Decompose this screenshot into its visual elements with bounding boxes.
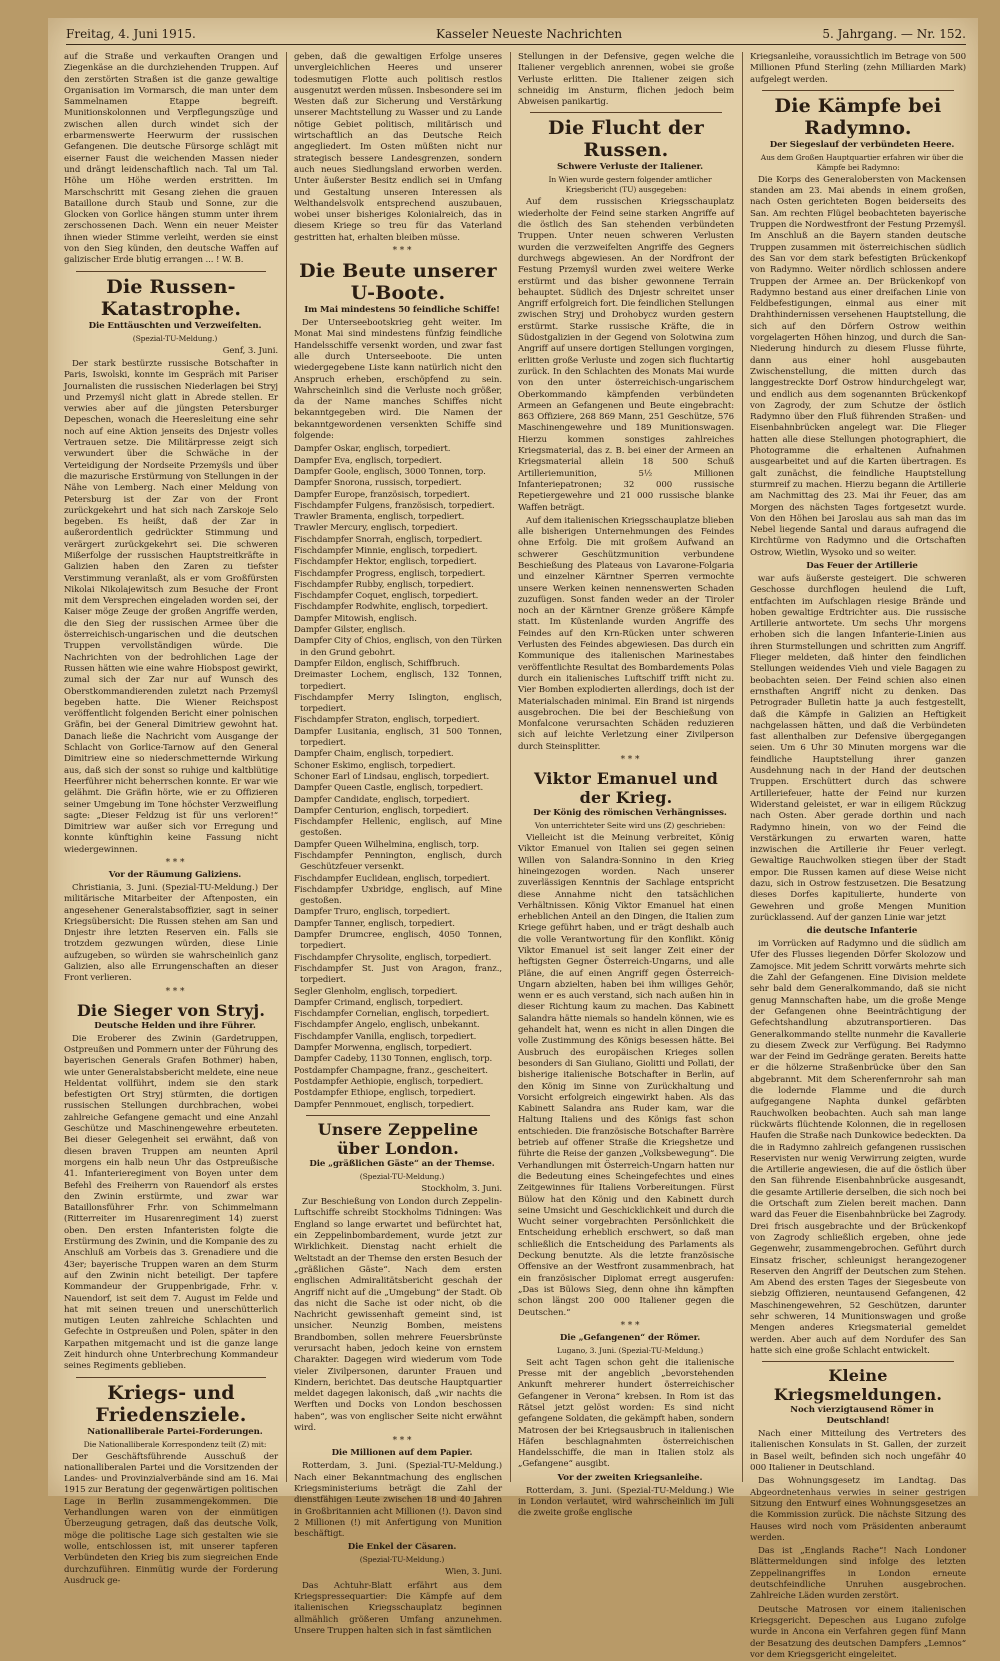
subheadline: Deutsche Helden und ihre Führer.: [94, 1020, 256, 1031]
article-text: auf die Straße und verkauften Orangen und Ziegenkäse an die durchziehenden Truppen. Auf den zerstörten Straßen ist die ganze gewaltige Organisation im Vormarsch, die man unter dem Sammelnamen Etappe begreift. Munitionskolonnen und Verpflegungszüge und zwischen allen durch windet sich der erbarmenswerte Heerwurm der russischen Gefangenen. Die deutsche Fürsorge schlägt mit eiserner Faust die weichenden Massen nieder und drängt leidenschaftlich nach. Tal um Tal. Höhe um Höhe werden erstritten. Im Marschschritt mit Gesang ziehen die grauen Bataillone durch Staub und Sonne, zur die Glocken von Gorlice hängen stumm unter ihrem zerschossenen Dach. Wenn ein neuer Meister ihnen wieder Stimme verleiht, werden sie einst von den Sieg künden, den deutsche Waffen auf galizischer Erde blutig errangen ... ! W. B.: [64, 52, 278, 266]
ship-list-item: Postdampfer Ethiope, englisch, torpediert.: [294, 1088, 476, 1099]
dateline: Lugano, 3. Juni. (Spezial-TU-Meldung.): [556, 1345, 704, 1355]
ship-list-item: Dampfer Crimand, englisch, torpediert.: [294, 997, 463, 1008]
article-text: Der stark bestürzte russische Botschafter in Paris, Iswolski, konnte im Gespräch mit Pariser Journalisten die russischen Niederlagen bei Stryj und Przemyśl nicht glatt in Abrede stellen. Er verwies aber auf die jüngsten Petersburger Depeschen, wonach die Heeresleitung eine sehr noch auf eine Aktion jenseits des Dnjestr volles Vertrauen setze. Die Militärpresse zeigt sich verwundert über die Schwäche in der Verteidigung der Nordseite Przemyśls und über die mazurische Erstürmung von Stellungen in der Nähe von Lemberg. Nach einer Meldung von Petersburg ist der Zar von der Front zurückgekehrt und hat sich nach Zarskoje Selo begeben. Es heißt, daß der Zar in außerordentlich gedrückter Stimmung und verärgert zurückgekehrt sei. Die schweren Mißerfolge der russischen Hauptstreitkräfte in Galizien haben den Zaren zu tiefster Verstimmung veranlaßt, als er vom Großfürsten Nikolai Nikolajewitsch zum Besuche der Front mit dem Versprechen eingeladen worden sei, der Kaiser möge Zeuge der großen Angriffe werden, die den Sieg der russischen Armee über die österreichisch-ungarischen und die deutschen Truppen vervollständigen würde. Die Nachrichten von der bedrohlichen Lage der Russen hätten wie eine wahre Hiobspost gewirkt, zumal sich der Zar nur auf Wunsch des Oberstkommandierenden zuletzt nach Przemyśl begeben hatte. Die Wiener Reichspost veröffentlicht folgenden Bericht einer polnischen Gräfin, bei der General Dimitriew gewohnt hat. Danach ließe die Nachricht vom Ausgange der Schlacht von Gorlice-Tarnow auf den General Dimitriew eine so niederschmetternde Wirkung aus, daß sich der sonst so ruhige und kaltblütige Heerführer nicht beherrschen konnte. Er war wie gelähmt. Die Gräfin hörte, wie er zu Offizieren seiner Umgebung im Tone höchster Verzweiflung sagte: „Dieser Feldzug ist für uns verloren!“ Dimitriew war außer sich vor Erregung und konnte künftighin keine Fassung nicht wiedergewinnen.: [64, 358, 278, 855]
ship-list-item: Segler Glenholm, englisch, torpediert.: [294, 986, 458, 997]
ship-list-item: Dampfer Europe, französisch, torpediert.: [294, 489, 470, 500]
headline-kaempfe-bei-radymno: Die Kämpfe bei Radymno.: [774, 94, 942, 139]
ship-list-item: Dampfer Queen Castle, englisch, torpediert.: [294, 783, 484, 794]
headline-kriegs-und-friedensziele: Kriegs- und Friedensziele.: [95, 1381, 247, 1426]
ship-list: [294, 444, 502, 1111]
ship-list-item: Fischdampfer Hektor, englisch, torpediert.: [294, 557, 477, 568]
headline-enkel-der-caesaren: Die Enkel der Cäsaren.: [347, 1542, 457, 1553]
article-text: Stellungen in der Defensive, gegen welche die Italiener vergeblich anrennen, wobei sie große Verluste erlitten. Die Italiener zeigen sich schneidig im Ansturm, flichen jedoch beim Abweisen panikartig.: [518, 52, 734, 108]
ship-list-item: Dampfer Pennmouet, englisch, torpediert.: [294, 1099, 474, 1110]
agency-line: Aus dem Großen Hauptquartier erfahren wir über die Kämpfe bei Radymno:: [760, 152, 964, 172]
separator: * * *: [392, 246, 412, 257]
newspaper-title: Kasseler Neueste Nachrichten: [436, 27, 623, 41]
separator: * * *: [165, 986, 185, 997]
divider: [76, 271, 266, 272]
dateline: Genf, 3. Juni.: [222, 345, 278, 356]
ship-list-item: Dampfer Chaim, englisch, torpediert.: [294, 749, 454, 760]
ship-list-item: Dampfer Candidate, englisch, torpediert.: [294, 794, 470, 805]
article-text: Das ist „Englands Rache“! Nach Londoner Blättermeldungen sind infolge des letzten Zeppelinangriffes in London erneute deutschfeindliche Unruhen ausgebrochen. Zahlreiche Läden wurden zerstört.: [750, 1546, 966, 1602]
article-text: im Vorrücken auf Radymno und die südlich am Ufer des Flusses liegenden Dörfer Skolozow und Zamojsce. Mit jedem Schritt vorwärts mehrte sich die Zahl der Gefangenen. Eine Division meldete sehr bald dem Generalkommando, daß sie nicht genug Mannschaften habe, um die große Menge der Gefangenen ohne Beeinträchtigung der Gefechtshandlung abzutransportieren. Das Generalkommando stellte nunmehr die Kavallerie zu diesem Zweck zur Verfügung. Bei Radymno war der Feind im Gedränge geraten. Bereits hatte er die hölzerne Straßenbrücke über den San abgebrannt. Mit dem Scherenfernrohr sah man die lodernde Flamme und die durch aufgegangene Naphta dunkel gefärbten Rauchwolken beobachten. Auch sah man lange rückwärts flüchtende Kolonnen, die in regellosen Haufen die Straße nach Dunkowice bedeckten. Da die in Radymno zahlreich gefangenen russischen Reservisten nur wenig Verwirrung zeigten, wurde die Artillerie angewiesen, die auf die östlich über den San führende Eisenbahnbrücke ausgesandt, die gesamte Artillerie derselben, die sich noch bei die Ortschaft zum Zielen bereit machen. Dann ward das Feuer die Eisenbahnbrücke bei Zagrody. Drei frisch ausgebrachte und der Brückenkopf von Zagrody schließlich ergeben, ohne jede Gegenwehr, zusammengebrochen. Geführt durch Einsatz frischer, schleunigst herangezogener Reserven den Angriff der Deutschen zum Stehen. Am Abend des ersten Tages der Siegesbeute von siebzig Offizieren, neuntausend Gefangenen, 42 Maschinengewehren, 52 Geschützen, darunter sehr schweren, 14 Munitionswagen und große Mengen anderes Kriegsmaterial gemeldet werden. Aber auch auf dem Nordufer des San hatte sich eine große Schlacht entwickelt.: [750, 939, 966, 1356]
article-text: Das Wohnungsgesetz im Landtag. Das Abgeordnetenhaus verwies in seiner gestrigen Sitzung den Entwurf eines Wohnungsgesetzes an die Kommission zurück. Die nächste Sitzung des Hauses wird noch vom Präsidenten anberaumt werden.: [750, 1476, 966, 1543]
agency-line: Von unterrichteter Seite wird uns (Z) geschrieben:: [534, 821, 726, 831]
article-text: Seit acht Tagen schon geht die italienische Presse mit der angeblich „bevorstehenden Ankunft mehrerer hundert österreichischer Gefangener in Verona“ krebsen. In Rom ist das Rätsel jetzt gelöst worden: Es sind nicht gefangene Soldaten, die gekämpft haben, sondern Matrosen der bei Kriegsausbruch in italienischen Häfen beschlagnahmten österreichischen Handelsschiffe, die man in Italien stolz als „Gefangene“ ausgibt.: [518, 1357, 734, 1470]
ship-list-item: Fischdampfer Pennington, englisch, durch Geschützfeuer versenkt.: [294, 851, 502, 873]
headline-zweite-kriegsanleihe: Vor der zweiten Kriegsanleihe.: [557, 1472, 703, 1483]
ship-list-item: Dampfer Oskar, englisch, torpediert.: [294, 444, 451, 455]
headline-gefangenen-der-roemer: Die „Gefangenen“ der Römer.: [559, 1332, 701, 1343]
article-text: Das Achtuhr-Blatt erfährt aus dem Kriegspressequartier: Die Kämpfe auf dem italienischen Kriegsschauplatz beginnen allmählich größeren Umfang anzunehmen. Unsere Truppen halten sich in fast sämtlichen: [294, 1580, 502, 1636]
article-text: Nach einer Mitteilung des Vertreters des italienischen Konsulats in St. Gallen, der zurzeit in Basel weilt, befinden sich noch ungefähr 40 000 Italiener in Deutschland.: [750, 1429, 966, 1474]
ship-list-item: Fischdampfer Euclidean, englisch, torpediert.: [294, 873, 490, 884]
ship-list-item: Schoner Eskimo, englisch, torpediert.: [294, 760, 456, 771]
ship-list-item: Fischdampfer Merry Islington, englisch, torpediert.: [294, 692, 502, 715]
ship-list-item: Dreimaster Lochem, englisch, 132 Tonnen, torpediert.: [294, 670, 502, 692]
dateline: Wien, 3. Juni.: [444, 1567, 502, 1578]
ship-list-item: Dampfer Eva, englisch, torpediert.: [294, 455, 442, 466]
separator: * * *: [165, 858, 185, 868]
section-heading: Das Feuer der Artillerie: [806, 560, 918, 571]
ship-list-item: Fischdampfer St. Just von Aragon, franz., torpediert.: [294, 963, 502, 986]
subheadline: Die Enttäuschten und Verzweifelten.: [88, 320, 262, 331]
column-2: [294, 52, 502, 1636]
dateline: Stockholm, 3. Juni.: [421, 1183, 502, 1194]
subheadline: Im Mai mindestens 50 feindliche Schiffe!: [304, 305, 500, 316]
article-text: geben, daß die gewaltigen Erfolge unseres unvergleichlichen Heeres und unserer todesmutigen Flotte auch politisch restlos ausgenutzt werden müssen. Insbesondere sei im Westen daß zur Sicherung und Verstärkung unserer Machtstellung zu Wasser und zu Lande nötige Gebiet politisch, militärisch und wirtschaftlich an das Deutsche Reich angegliedert. Im Osten müßten nicht nur strategisch bessere Landesgrenzen, sondern auch neues Siedlungsland erworben werden. Unter äußerster Besitz endlich sei in Umfang und Gestaltung unseren Interessen als Welthandelsvolk entsprechend auszubauen, wobei unser bisheriges Kolonialreich, das in diesem Kriege so treu für das Vaterland gestritten hat, erhalten bleiben müsse.: [294, 52, 502, 243]
ship-list-item: Dampfer Drumcree, englisch, 4050 Tonnen, torpediert.: [294, 930, 502, 952]
ship-list-item: Dampfer Gilster, englisch.: [294, 625, 406, 636]
article-text: Der Unterseebootskrieg geht weiter. Im Monat Mai sind mindestens fünfzig feindliche Handelsschiffe versenkt worden, und zwar fast alle durch Unterseeboote. Die unten wiedergegebene Liste kann natürlich nicht den Anspruch erheben, erschöpfend zu sein. Wahrscheinlich sind die Verluste noch größer, da der Name manches Schiffes nicht bekanntgegeben wird. Die Namen der bekanntgewordenen versenkten Schiffe sind folgende:: [294, 318, 502, 442]
article-text: Vielleicht ist die Meinung verbreitet, König Viktor Emanuel von Italien sei gegen seinen Willen von Salandra-Sonnino in den Krieg hineingezogen worden. Nach unserer zuverlässigen Kenntnis der Sachlage entspricht diese Annahme nicht den tatsächlichen Verhältnissen. König Viktor Emanuel hat einen erheblichen Anteil an den Dingen, die Italien zum Kriege geführt haben, und er trägt deshalb auch die volle Verantwortung für den Konflikt. König Viktor Emanuel ist seit langer Zeit einer der heftigsten Gegner Österreich-Ungarns, und alle Pläne, die auf einen Angriff gegen Österreich-Ungarn abzielten, haben bei ihm williges Gehör, wenn er es auch verstand, sich nach außen hin in dieser Richtung kaum zu machen. Das Kabinett Salandra hätte niemals so handeln können, wie es gehandelt hat, wenn es nicht in allen Dingen die volle Zustimmung des Königs besessen hätte. Bei Ausbruch des europäischen Krieges sollen besonders di San Giuliano, Giolitti und Pollati, der bisherige italienische Botschafter in Berlin, auf den König im Sinne von Zurückhaltung und Vorsicht erfolgreich eingewirkt haben. Als das Kabinett Salandra ans Ruder kam, war die Haltung Italiens und des Königs fast schon entschieden. Die französische Botschafter Barrère betrieb auf offener Straße die Kriegshetze und führte die Reise der ganzen „Volksbewegung“. Die Verhandlungen mit Österreich-Ungarn hatten nur die Bedeutung eines Scheingefechtes und eines Zeitgewinnes für Italiens Vorbereitungen. Fürst Bülow hat den König und den Kabinett durch seine Umsicht und Geschicklichkeit und durch die Wucht seiner vorgebrachten Persönlichkeit die Entscheidung erheblich erschwert, so daß man schließlich die Entscheidung des Parlaments als Deckung benutzte. Als die letzte französische Offensive an der Westfront zusammenbrach, hat ein französischer Diplomat erregt ausgerufen: „Das ist Bülows Sieg, denn ohne ihn kämpften schon längst 200 000 Italiener gegen die Deutschen.“: [518, 833, 734, 1318]
subheadline: Nationalliberale Partei-Forderungen.: [87, 1426, 263, 1437]
subheadline: Der Siegeslauf der verbündeten Heere.: [769, 139, 955, 150]
agency-line: (Spezial-TU-Meldung.): [132, 333, 218, 343]
ship-list-item: Fischdampfer Progress, englisch, torpediert.: [294, 568, 486, 579]
ship-list-item: Postdampfer Aethiopie, englisch, torpediert.: [294, 1076, 484, 1087]
article-text: Deutsche Matrosen vor einem italienischen Kriegsgericht. Depeschen aus Lugano zufolge wurde in Ancona ein Verfahren gegen fünf Mann der Besatzung des deutschen Dampfers „Lemnos“ vor dem Kriegsgericht eingeleitet.: [750, 1604, 966, 1660]
ship-list-item: Dampfer Morwenna, englisch, torpediert.: [294, 1043, 472, 1054]
separator: * * *: [392, 1436, 412, 1447]
ship-list-item: Dampfer City of Chios, englisch, von den Türken in den Grund gebohrt.: [294, 636, 502, 658]
headline-flucht-der-russen: Die Flucht der Russen.: [548, 117, 704, 162]
separator: * * *: [620, 755, 640, 766]
ship-list-item: Fischdampfer Rodwhite, englisch, torpediert.: [294, 602, 489, 613]
ship-list-item: Postdampfer Champagne, franz., gescheitert.: [294, 1065, 488, 1076]
headline-beute-u-boote: Die Beute unserer U-Boote.: [299, 260, 497, 305]
ship-list-item: Fischdampfer Minnie, englisch, torpediert.: [294, 545, 478, 556]
ship-list-item: Fischdampfer Fulgens, französisch, torpediert.: [294, 500, 495, 511]
headline-viktor-emanuel: Viktor Emanuel und der Krieg.: [534, 769, 718, 808]
headline-millionen-auf-papier: Die Millionen auf dem Papier.: [331, 1448, 473, 1459]
ship-list-item: Fischdampfer Chrysolite, englisch, torpediert.: [294, 952, 492, 963]
divider: [762, 90, 954, 91]
ship-list-item: Dampfer Lusitania, englisch, 31 500 Tonnen, torpediert.: [294, 726, 502, 749]
ship-list-item: Fischdampfer Angelo, englisch, unbekannt.: [294, 1020, 480, 1031]
article-text: war aufs äußerste gesteigert. Die schweren Geschosse durchflogen heulend die Luft, entfachten im Aufschlagen riesige Brände und hoben gewaltige Erdtrichter aus. Die russische Artillerie antwortete. Um sechs Uhr morgens erhoben sich die langen Infanterie-Linien aus ihren Sturmstellungen und schritten zum Angriff. Flieger meldeten, daß hinter den feindlichen Stellungen weidendes Vieh und viele Bagagen zu beobachten seien. Der Feind schien also einen ernsthaften Angriff nicht zu denken. Das Petrograder Bulletin hatte ja auch festgestellt, daß die Kämpfe in Galizien an Heftigkeit nachgelassen hätten, und daß die Verbündeten fast allenthalben zur Defensive übergegangen seien. Um 6 Uhr 30 Minuten morgens war die feindliche Hauptstellung ihrer ganzen Ausdehnung nach in der Hand der deutschen Truppen. Erschüttert durch das schwere Artilleriefeuer, hatte der Feind nur kurzen Widerstand geleistet, er war in eiligem Rückzug nach Osten. Aber gerade dorthin und nach Radymno hinein, von wo der Feind die Verstärkungen zu erwarten waren, hatte inzwischen die Artillerie ihr Feuer verlegt. Gewaltige Rauchwolken stiegen über der Stadt empor. Die Russen kamen auf diese Weise nicht dazu, sich in Ostrow festzusetzen. Die Besatzung dieses Dorfes kapitulierte, hunderte von Gewehren und große Mengen Munition zurücklassend. Auf der ganzen Linie war jetzt: [750, 573, 966, 923]
column-1: [64, 52, 278, 1586]
masthead: [66, 24, 966, 45]
divider: [76, 1377, 266, 1378]
divider: [762, 1361, 954, 1362]
column-rule: [742, 52, 743, 1482]
section-heading: die deutsche Infanterie: [806, 926, 918, 937]
ship-list-item: Dampfer Centurion, englisch, torpediert.: [294, 805, 469, 816]
separator: * * *: [620, 1320, 640, 1331]
ship-list-item: Fischdampfer Coquet, englisch, torpediert.: [294, 591, 479, 602]
headline-zeppeline-ueber-london: Unsere Zeppeline über London.: [317, 1119, 479, 1158]
issue-date: Freitag, 4. Juni 1915.: [66, 27, 196, 41]
subheadline: Noch vierzigtausend Römer in Deutschland!: [790, 1405, 934, 1427]
article-text: Zur Beschießung von London durch Zeppelin-Luftschiffe schreibt Stockholms Tidningen: Was England so lange erwartet und befürchtet hat, ein Zeppelinbombardement, wurde jetzt zur Wirklichkeit. Dienstag nacht erhielt die Weltstadt an der Themse den ersten Besuch der „gräßlichen Gäste“. Nach dem ersten englischen Admiralitätsbericht geschah der Angriff nicht auf die „Umgebung“ der Stadt. Ob das nicht die Sache ist oder nicht, ob die Nachricht gewissenhaft gemeint sind, ist unsicher. Neunzig Bomben, meistens Brandbomben, sollen mehrere Feuersbrünste verursacht haben, jedoch keine von ernstem Charakter. Dagegen wird wiederum vom Tode vieler Zivilpersonen, darunter Frauen und Kindern, berichtet. Das deutsche Hauptquartier meldet dagegen lakonisch, daß „wir nachts die Werften und Docks von London beschossen haben“, was von englischer Seite nicht erwähnt wird.: [294, 1197, 502, 1434]
subheadline: Die „gräßlichen Gäste“ an der Themse.: [309, 1158, 495, 1169]
article-text: Rotterdam, 3. Juni. (Spezial-TU-Meldung.) Wie in London verlautet, wird wahrscheinlich im Juli die zweite große englische: [518, 1485, 734, 1519]
headline-raeumung-galiziens: Vor der Räumung Galiziens.: [108, 870, 242, 880]
ship-list-item: Dampfer Cadeby, 1130 Tonnen, englisch, torp.: [294, 1054, 493, 1065]
ship-list-item: Dampfer Queen Wilhelmina, englisch, torp.: [294, 839, 480, 850]
ship-list-item: Fischdampfer Uxbridge, englisch, auf Mine gestoßen.: [294, 884, 502, 907]
ship-list-item: Dampfer Tanner, englisch, torpediert.: [294, 918, 455, 929]
article-text: Der Geschäftsführende Ausschuß der nationalliberalen Partei und die Vorsitzenden der Landes- und Provinzialverbände sind am 16. Mai 1915 zur Beratung der gegenwärtigen politischen Lage in Berlin zusammengekommen. Die Verhandlungen waren von der einmütigen Überzeugung getragen, daß das deutsche Volk, möge die politische Lage sich gestalten wie sie wolle, entschlossen ist, mit unserer tapferen Verbündeten den Krieg bis zum siegreichen Ende durchzuführen. Einmütig wurde der Forderung Ausdruck ge-: [64, 1451, 278, 1586]
ship-list-item: Fischdampfer Hellenic, englisch, auf Mine gestoßen.: [294, 817, 502, 839]
ship-list-item: Dampfer Truro, englisch, torpediert.: [294, 907, 451, 918]
ship-list-item: Dampfer Snorona, russisch, torpediert.: [294, 478, 462, 489]
article-text: Die Korps des Generalobersten von Mackensen standen am 23. Mai abends in einem großen, nach Osten gerichteten Bogen beiderseits des San. Am rechten Flügel beobachteten bayerische Truppen die Nordwestfront der Festung Przemyśl. Im Anschluß an die Bayern standen deutsche Truppen zusammen mit österreichischen südlich des San vor dem stark befestigten Brückenkopf von Radymno. Weiter nördlich schlossen andere Truppen der Armee an. Der Brückenkopf von Radymno bestand aus einer dreifachen Linie von Feldbefestigungen, einmal aus einer mit Drahthindernissen versehenen Hauptstellung, die sich auf den Dörfern Ostrow weithin vorgelagerten Höhen hinzog, und durch die San-Niederung hindurch zu diesem Flusse führte, dann aus einer hohl ausgebauten Zwischenstellung, die mitten durch das langgestreckte Dorf Ostrow hindurchgelegt war, und endlich aus dem sogenannten Brückenkopf von Zagrody, der zum Schutze der östlich Radymno über den Fluß führenden Straßen- und Eisenbahnbrücken angelegt war. Die Flieger hatten alle diese Stellungen photographiert, die Photogramme die erhaltenen Aufnahmen ausgearbeitet und auf die Karten übertragen. Es galt zunächst, die feindliche Hauptstellung sturmreif zu machen. Hierzu begann die Artillerie am Nachmittag des 23. Mai ihr Feuer, das am Morgen des nächsten Tages fortgesetzt wurde. Von den Höhen bei Jaroslau aus sah man das im Nebel liegende Santal und daraus aufragend die Kirchtürme von Radymno und die Ortschaften Ostrow, Wietlin, Wysoko und so weiter.: [750, 174, 966, 558]
agency-line: In Wien wurde gestern folgender amtlicher Kriegsbericht (TU) ausgegeben:: [548, 175, 712, 195]
agency-line: (Spezial-TU-Meldung.): [359, 1555, 445, 1565]
ship-list-item: Fischdampfer Rubby, englisch, torpediert.: [294, 579, 474, 590]
ship-list-item: Fischdampfer Snorrah, englisch, torpediert.: [294, 534, 483, 545]
article-text: Rotterdam, 3. Juni. (Spezial-TU-Meldung.) Nach einer Bekanntmachung des englischen Kriegsministeriums beträgt die Zahl der dienstfähigen Leute zwischen 18 und 40 Jahren in Großbritannien acht Millionen (!). Davon sind 2 Millionen (!) mit Anfertigung von Munition beschäftigt.: [294, 1461, 502, 1540]
ship-list-item: Fischdampfer Vanilla, englisch, torpediert.: [294, 1031, 477, 1042]
divider: [306, 1115, 490, 1116]
ship-list-item: Dampfer Goole, englisch, 3000 Tonnen, torp.: [294, 466, 486, 477]
ship-list-item: Dampfer Eildon, englisch, Schiffbruch.: [294, 658, 460, 669]
subheadline: Der König des römischen Verhängnisses.: [533, 808, 727, 819]
article-text: Kriegsanleihe, voraussichtlich im Betrage von 500 Millionen Pfund Sterling (zehn Milliarden Mark) aufgelegt werden.: [750, 52, 966, 85]
article-text: Christiania, 3. Juni. (Spezial-TU-Meldung.) Der militärische Mitarbeiter der Aftenposten, ein angesehener Generalstabsoffizier, sagt in seiner Kriegsübersicht: Die Russen stehen am San und Dnjestr ihre letzten Reserven ein. Falls sie trotzdem gezwungen würden, diese Linie aufzugeben, so würden sie wahrscheinlich ganz Galizien, also alle Errungenschaften an dieser Front verlieren.: [64, 883, 278, 984]
subheadline: Schwere Verluste der Italiener.: [556, 162, 704, 173]
ship-list-item: Trawler Mercury, englisch, torpediert.: [294, 523, 458, 534]
headline-russen-katastrophe: Die Russen-Katastrophe.: [100, 275, 242, 320]
headline-kleine-kriegsmeldungen: Kleine Kriegsmeldungen.: [773, 1366, 943, 1405]
column-4: [750, 52, 966, 1660]
ship-list-item: Fischdampfer Cornelian, englisch, torpediert.: [294, 1009, 490, 1020]
article-text: Auf dem italienischen Kriegsschauplatze blieben alle bisherigen Unternehmungen des Feindes ohne Erfolg. Die mit großem Aufwand an schwerer Geschützmunition verbundene Beschießung des Plateaus von Lavarone-Folgaria und einzelner Kärntner Sperren vermochte unsere Werken keinen nennenswerten Schaden zuzufügen. Sonst fanden weder an der Tiroler noch an der Kärntner Grenze größere Kämpfe statt. Im Küstenlande wurden Angriffe des Feindes auf den Krn-Rücken unter schweren Verlusten des Feindes abgewiesen. Das durch ein Kommunique des italienischen Marinestabes veröffentlichte Resultat des Bombardements Polas durch ein italienisches Luftschiff trifft nicht zu. Vier Bomben explodierten allerdings, doch ist der Materialschaden minimal. Ein Brand ist nirgends ausgebrochen. Die bei der Beschießung von Monfalcone verursachten Schäden reduzieren sich auf leichte Verletzung einer Zivilperson durch Steinsplitter.: [518, 515, 734, 752]
divider: [530, 112, 722, 113]
ship-list-item: Fischdampfer Straton, englisch, torpediert.: [294, 715, 480, 726]
column-rule: [286, 52, 287, 1482]
headline-sieger-von-stryj: Die Sieger von Stryj.: [76, 1000, 266, 1020]
ship-list-item: Schoner Earl of Lindsau, englisch, torpediert.: [294, 771, 490, 782]
ship-list-item: Dampfer Mitowish, englisch.: [294, 613, 417, 624]
ship-list-item: Trawler Bramenta, englisch, torpediert.: [294, 512, 465, 523]
agency-line: (Spezial-TU-Meldung.): [359, 1171, 445, 1181]
column-3: [518, 52, 735, 1519]
article-text: Auf dem russischen Kriegsschauplatz wiederholte der Feind seine starken Angriffe auf die östlich des San stehenden verbündeten Truppen. Unter neuen schweren Verlusten wurden die verzweifelten Angriffe des Gegners durchwegs abgewiesen. An der Nordfront der Festung Przemyśl wurden zwei weitere Werke erstürmt und das bisher gewonnene Terrain behauptet. Südlich des Dnjestr schreitet unser Angriff erfolgreich fort. Die feindlichen Stellungen zwischen Stryj und Drohobycz wurden gestern erstürmt. Starke russische Kräfte, die in Südostgalizien in der Gegend von Solotwina zum Angriff auf unsere dortigen Stellungen vorgingen, erlitten große Verluste und zogen sich fluchtartig zurück. In den Schlachten des Monats Mai wurde von den unter österreichisch-ungarischem Oberkommando kämpfenden verbündeten Armeen an Gefangenen und Beute eingebracht: 863 Offiziere, 268 869 Mann, 251 Geschütze, 576 Maschinengewehre und 189 Munitionswagen. Hierzu kommen sonstiges zahlreiches Kriegsmaterial, das z. B. bei einer der Armeen an Kriegsmaterial allein 18 500 Schuß Artilleriemunition, 5½ Millionen Infanteriepatronen; 32 000 russische Repetiergewehre und 21 000 russische blanke Waffen beträgt.: [518, 197, 735, 513]
article-text: Die Eroberer des Zwinin (Gardetruppen, Ostpreußen und Pommern unter der Führung des bayerischen Generals Grafen Bothmer) haben, wie unter Generalstabsbericht meldete, eine neue Heldentat vollführt, indem sie den stark befestigten Ort Stryj stürmten, die dortigen russischen Stellungen durchbrachen, wobei zahlreiche Gefangene gemacht und eine Anzahl Geschütze und Maschinengewehre erbeuteten. Bei dieser Gelegenheit sei erwähnt, daß von diesen braven Truppen am neunten April morgens ein halb neun Uhr das Ostpreußische 41. Infanterieregiment von Boyen unter dem Befehl des Freiherrn von Rauendorf als erstes den Zwinin erstürmte, und zwar war Bataillonsführer Frhr. von Schimmelmann (Ritterreiter im Husarenregiment 14) zuerst oben. Den ersten Infanteristen folgte die Erstürmung des Zwinin, und die Kompanie des zu Anschluß am Vorbeis das 3. Grenadiere und die 43er; bayerische Truppen waren an dem Sturm auf den Zwinin nicht beteiligt. Der tapfere Kommandeur der Gruppenbrigade, Frhr. v. Nauendorf, ist seit dem 7. August im Felde und hat mit seinen treuen und unerschütterlich mutigen Leuten zahlreiche Schlachten und Gefechte in Ostpreußen und Polen, später in den Karpathen mitgemacht und ist die ganze lange Zeit hindurch ohne Unterbrechung Kommandeur seines Regiments geblieben.: [64, 1033, 278, 1372]
issue-volume: 5. Jahrgang. — Nr. 152.: [822, 27, 966, 41]
agency-line: Die Nationalliberale Korrespondenz teilt (Z) mit:: [83, 1439, 267, 1449]
column-rule: [510, 52, 511, 1482]
